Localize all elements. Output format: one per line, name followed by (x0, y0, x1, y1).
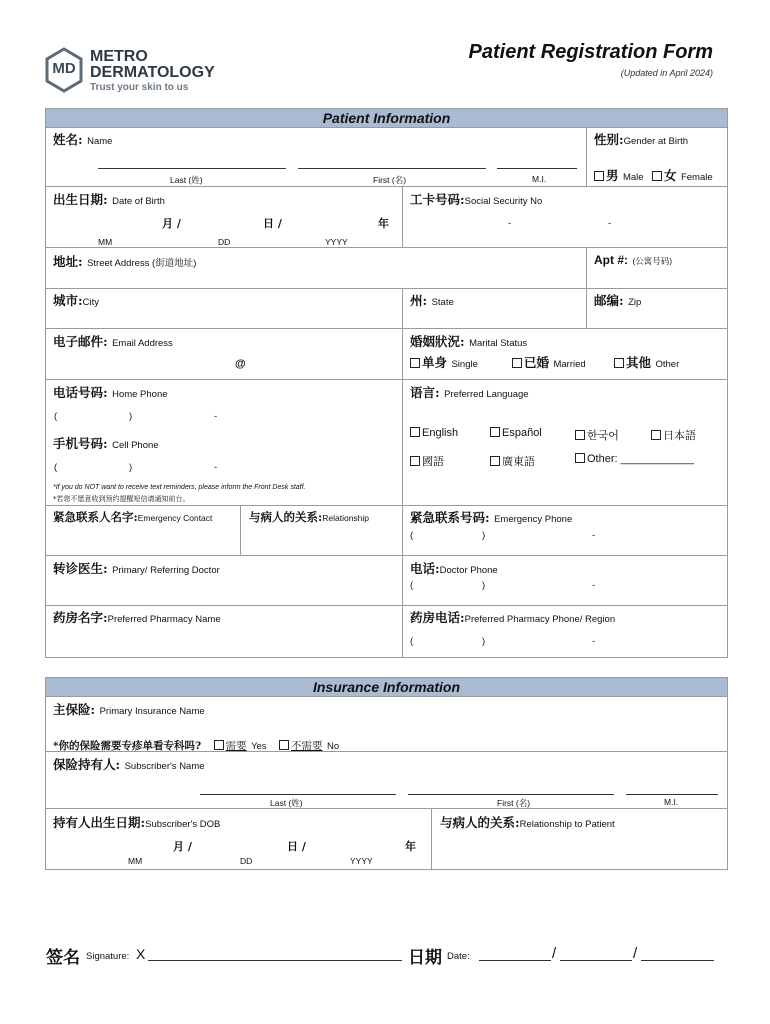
date-month-field[interactable] (479, 960, 551, 961)
checkbox-icon (214, 740, 224, 750)
referral-no-option[interactable]: 不需要 No (279, 736, 339, 753)
cell-phone-paren-close: ) (129, 462, 133, 473)
lang-spanish-option[interactable]: Español (490, 427, 542, 439)
dob-dd: DD (218, 237, 231, 247)
pharmacy-phone-paren-open: ( (410, 636, 414, 647)
pharmacy-phone-label-en: Preferred Pharmacy Phone/ Region (464, 614, 616, 625)
emergency-phone-dash: - (592, 530, 596, 541)
emergency-phone-label-en: Emergency Phone (494, 514, 573, 525)
home-phone-dash: - (214, 411, 218, 422)
emergency-contact-label-zh: 紧急联系人名字: (53, 510, 138, 524)
logo-mark: MD (52, 60, 76, 77)
language-label-en: Preferred Language (444, 389, 529, 400)
checkbox-icon (575, 453, 585, 463)
checkbox-icon (652, 171, 662, 181)
dob-label-en: Date of Birth (112, 196, 165, 207)
state-label-zh: 州: (410, 293, 428, 308)
date-label-zh: 日期 (408, 948, 442, 968)
signature-label-en: Signature: (86, 951, 130, 962)
subscriber-last-field[interactable] (200, 794, 396, 795)
gender-label-zh: 性别: (594, 132, 624, 147)
date-slash-2: / (633, 945, 638, 962)
checkbox-icon (594, 171, 604, 181)
city-label-zh: 城市: (53, 293, 83, 308)
date-day-field[interactable] (560, 960, 632, 961)
mi-field[interactable] (497, 168, 577, 169)
doctor-phone-label-zh: 电话: (410, 561, 440, 576)
signature-field[interactable] (148, 960, 402, 961)
referral-question: *你的保险需要专疹单看专科吗? (53, 740, 202, 752)
primary-insurance-label-en: Primary Insurance Name (99, 706, 205, 717)
lang-cantonese-option[interactable]: 廣東語 (490, 453, 535, 469)
subscriber-dob-label-en: Subscriber's DOB (145, 819, 221, 830)
page-title: Patient Registration Form (468, 41, 713, 63)
logo (44, 47, 220, 97)
checkbox-icon (614, 358, 624, 368)
first-name-caption: First (名) (373, 175, 407, 185)
subscriber-first-field[interactable] (408, 794, 614, 795)
sdob-dd: DD (240, 856, 253, 866)
emergency-phone-paren-close: ) (482, 530, 486, 541)
referral-yes-option[interactable]: 需要 Yes (214, 736, 267, 753)
city-label-en: City (82, 297, 99, 308)
sdob-day-sep: 日 / (287, 840, 306, 853)
doctor-phone-dash: - (592, 580, 596, 591)
insurance-section-header: Insurance Information (45, 677, 728, 697)
first-name-field[interactable] (298, 168, 486, 169)
sdob-month-sep: 月 / (173, 840, 192, 853)
doctor-phone-paren-close: ) (482, 580, 486, 591)
name-label-en: Name (87, 136, 113, 147)
dob-month-sep: 月 / (162, 217, 181, 230)
emergency-contact-label-en: Emergency Contact (137, 513, 213, 523)
email-label-zh: 电子邮件: (53, 334, 108, 349)
lang-mandarin-option[interactable]: 國語 (410, 453, 444, 469)
pharmacy-name-label-zh: 药房名字: (53, 610, 108, 625)
relationship-label-en: Relationship (322, 513, 370, 523)
text-reminder-note-en: *If you do NOT want to receive text reminders, please inform the Front Desk staff. (53, 484, 306, 491)
signature-label-zh: 签名 (46, 948, 80, 968)
home-phone-label-zh: 电话号码: (53, 385, 108, 400)
subscriber-first-caption: First (名) (497, 798, 531, 808)
signature-x: X (136, 946, 146, 962)
dob-label-zh: 出生日期: (53, 192, 108, 207)
subscriber-relationship-label-zh: 与病人的关系: (440, 815, 520, 830)
name-cell (45, 127, 587, 187)
cell-phone-label-zh: 手机号码: (53, 436, 108, 451)
date-label-en: Date: (447, 951, 470, 962)
pharmacy-phone-label-zh: 药房电话: (410, 610, 465, 625)
checkbox-icon (490, 427, 500, 437)
cell-phone-label-en: Cell Phone (112, 440, 159, 451)
address-label-zh: 地址: (53, 254, 83, 269)
text-reminder-note-zh: *若您不愿意收到预约提醒短信请通知前台。 (53, 495, 190, 503)
date-slash-1: / (552, 945, 557, 962)
dob-year-sep: 年 (378, 217, 389, 230)
sdob-yyyy: YYYY (350, 856, 373, 866)
lang-english-option[interactable]: English (410, 427, 458, 439)
gender-male-option[interactable]: 男 Male (594, 166, 644, 185)
pharmacy-phone-dash: - (592, 636, 596, 647)
gender-female-option[interactable]: 女 Female (652, 166, 713, 185)
zip-label-zh: 邮编: (594, 293, 624, 308)
ssn-label-en: Social Security No (464, 196, 543, 207)
home-phone-paren-close: ) (129, 411, 133, 422)
updated-note: (Updated in April 2024) (620, 68, 713, 78)
subscriber-label-en: Subscriber's Name (124, 761, 205, 772)
checkbox-icon (410, 358, 420, 368)
marital-label-zh: 婚姻狀況: (410, 334, 465, 349)
dob-mm: MM (98, 237, 113, 247)
lang-japanese-option[interactable]: 日本語 (651, 427, 696, 443)
checkbox-icon (410, 456, 420, 466)
doctor-phone-paren-open: ( (410, 580, 414, 591)
emergency-phone-paren-open: ( (410, 530, 414, 541)
logo-line1: METRO (90, 48, 148, 65)
subscriber-relationship-label-en: Relationship to Patient (519, 819, 615, 830)
sdob-year-sep: 年 (405, 840, 416, 853)
lang-korean-option[interactable]: 한국어 (575, 427, 619, 443)
emergency-phone-label-zh: 紧急联系号码: (410, 510, 490, 525)
apt-label-zh: (公寓号码) (632, 256, 673, 266)
apt-label-en: Apt #: (594, 253, 628, 267)
doctor-phone-label-en: Doctor Phone (439, 565, 498, 576)
marital-label-en: Marital Status (469, 338, 528, 349)
sdob-mm: MM (128, 856, 143, 866)
logo-line2: DERMATOLOGY (90, 64, 215, 81)
subscriber-label-zh: 保险持有人: (53, 757, 121, 772)
zip-label-en: Zip (628, 297, 642, 308)
pharmacy-name-label-en: Preferred Pharmacy Name (107, 614, 221, 625)
referring-doctor-label-en: Primary/ Referring Doctor (112, 565, 220, 576)
marital-single-option[interactable]: 单身 Single (410, 353, 478, 372)
referring-doctor-label-zh: 转诊医生: (53, 561, 108, 576)
checkbox-icon (279, 740, 289, 750)
relationship-label-zh: 与病人的关系: (249, 510, 323, 524)
patient-section-header: Patient Information (45, 108, 728, 128)
primary-insurance-label-zh: 主保险: (53, 702, 96, 717)
checkbox-icon (490, 456, 500, 466)
last-name-field[interactable] (98, 168, 286, 169)
date-year-field[interactable] (641, 960, 714, 961)
dob-yyyy: YYYY (325, 237, 348, 247)
mi-caption: M.I. (532, 174, 547, 184)
language-label-zh: 语言: (410, 385, 440, 400)
ssn-dash-2: - (608, 218, 612, 229)
checkbox-icon (410, 427, 420, 437)
subscriber-dob-label-zh: 持有人出生日期: (53, 815, 146, 830)
state-label-en: State (431, 297, 454, 308)
subscriber-mi-caption: M.I. (664, 797, 679, 807)
home-phone-label-en: Home Phone (112, 389, 168, 400)
lang-other-option[interactable]: Other: ____________ (575, 453, 694, 465)
checkbox-icon (651, 430, 661, 440)
cell-phone-dash: - (214, 462, 218, 473)
name-label-zh: 姓名: (53, 132, 83, 147)
ssn-dash-1: - (508, 218, 512, 229)
checkbox-icon (512, 358, 522, 368)
home-phone-paren-open: ( (54, 411, 58, 422)
subscriber-last-caption: Last (姓) (270, 798, 303, 808)
gender-label-en: Gender at Birth (623, 136, 689, 147)
cell-phone-paren-open: ( (54, 462, 58, 473)
checkbox-icon (575, 430, 585, 440)
dob-day-sep: 日 / (263, 217, 282, 230)
marital-other-option[interactable]: 其他 Other (614, 353, 679, 372)
email-at: @ (235, 358, 246, 370)
email-label-en: Email Address (112, 338, 173, 349)
address-label-en: Street Address (街道地址) (87, 258, 197, 269)
last-name-caption: Last (姓) (170, 175, 203, 185)
ssn-label-zh: 工卡号码: (410, 192, 465, 207)
logo-tagline: Trust your skin to us (90, 82, 189, 93)
marital-married-option[interactable]: 已婚 Married (512, 353, 586, 372)
pharmacy-phone-paren-close: ) (482, 636, 486, 647)
subscriber-mi-field[interactable] (626, 794, 718, 795)
